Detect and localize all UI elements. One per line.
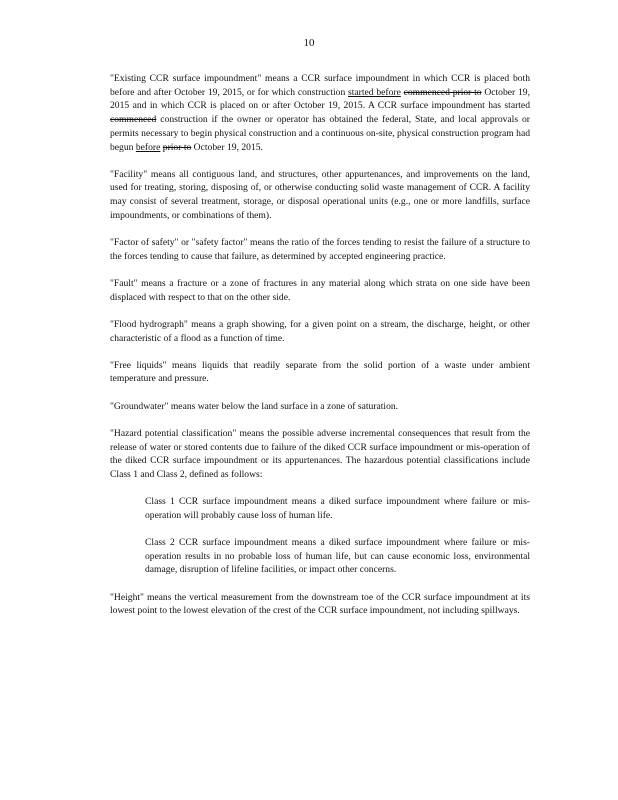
definition-class-1: Class 1 CCR surface impoundment means a diked surface impoundment where failure or mis-operation will probably cause loss of human life.: [145, 496, 530, 521]
definition-groundwater: "Groundwater" means water below the land surface in a zone of saturation.: [110, 400, 399, 412]
inserted-text: started before: [348, 86, 401, 98]
definition-text: October 19, 2015.: [191, 141, 263, 153]
deleted-text: commenced: [110, 114, 157, 126]
page-number: 10: [303, 37, 315, 49]
definition-facility: "Facility" means all contiguous land, and structures, other appurtenances, and improvements on the land, used for treating, storing, disposing of, or otherwise conducting solid waste management of CCR. A facility may consist of several treatment, storage, or disposal operational units (e.g., one or more landfills, surface impoundments, or combinations of them).: [110, 168, 530, 221]
definition-text: construction if the owner or operator has obtained the federal, State, and local approvals or permits necessary to begin physical construction and a continuous on-site, physical construction program had begun: [110, 114, 530, 153]
inserted-text: before: [135, 141, 161, 153]
definition-factor-of-safety: "Factor of safety" or "safety factor" means the ratio of the forces tending to resist the failure of a structure to the forces tending to cause that failure, as determined by accepted engineering practice.: [110, 237, 530, 262]
definition-existing-ccr-surface-impoundment: [110, 72, 530, 154]
definition-text: October 19, 2015 and in which CCR is placed on or after October 19, 2015. A CCR surface impoundment has started: [110, 86, 530, 112]
deleted-text: commenced prior to: [403, 86, 482, 98]
deleted-text: prior to: [162, 141, 192, 153]
definition-flood-hydrograph: "Flood hydrograph" means a graph showing, for a given point on a stream, the discharge, height, or other characteristic of a flood as a function of time.: [110, 318, 530, 344]
document-body: [110, 72, 530, 632]
definition-text: "Existing CCR surface impoundment" means a CCR surface impoundment in which CCR is placed both before and after October 19, 2015, or for which construction: [110, 73, 530, 98]
definition-class-2: Class 2 CCR surface impoundment means a diked surface impoundment where failure or mis-operation results in no probable loss of human life, but can cause economic loss, environmental damage, disruption of lifeline facilities, or impact other concerns.: [145, 537, 530, 576]
definition-hazard-potential-classification: "Hazard potential classification" means the possible adverse incremental consequences that result from the release of water or stored contents due to failure of the diked CCR surface impoundment or mis-operation of the diked CCR surface impoundment or its appurtenances. The hazardous potential classifications include Class 1 and Class 2, defined as follows:: [110, 427, 530, 480]
definition-fault: "Fault" means a fracture or a zone of fractures in any material along which strata on one side have been displaced with respect to that on the other side.: [110, 277, 530, 303]
definition-free-liquids: "Free liquids" means liquids that readily separate from the solid portion of a waste under ambient temperature and pressure.: [110, 359, 530, 385]
definition-height: "Height" means the vertical measurement from the downstream toe of the CCR surface impoundment at its lowest point to the lowest elevation of the crest of the CCR surface impoundment, not including spillways.: [110, 591, 530, 617]
